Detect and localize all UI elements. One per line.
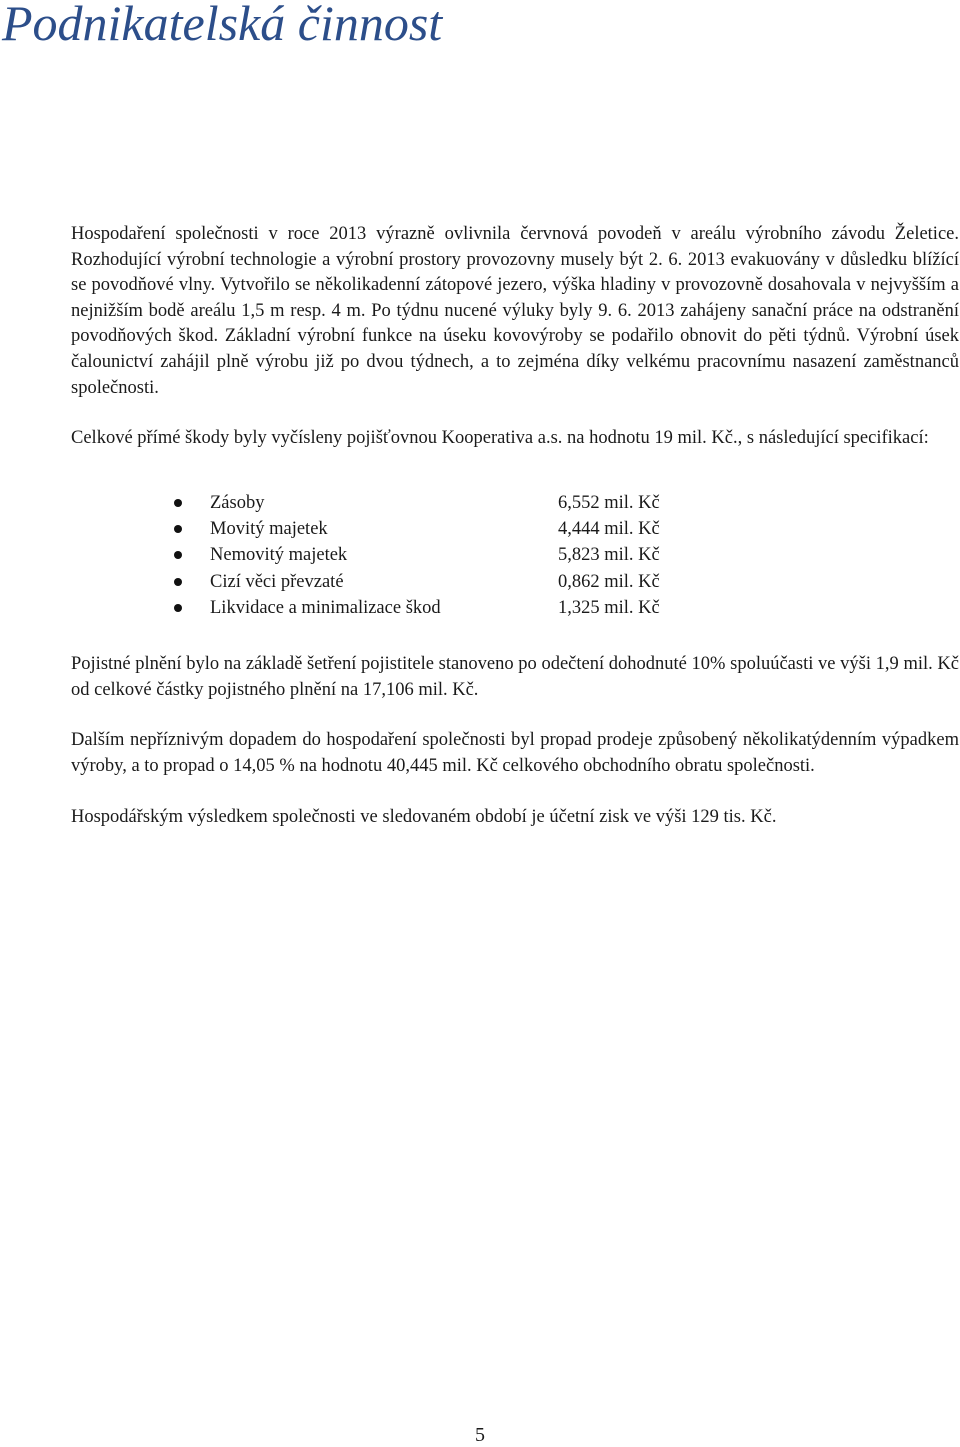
damages-list [71, 490, 959, 621]
damage-value: 1,325 mil. Kč [558, 597, 660, 618]
damage-name: Movitý majetek [210, 519, 328, 540]
damage-name: Likvidace a minimalizace škod [210, 597, 441, 618]
list-item [71, 542, 959, 568]
paragraph-flood: Hospodaření společnosti v roce 2013 výrazně ovlivnila červnová povodeň v areálu výrobního závodu Želetice. Rozhodující výrobní technologie a výrobní prostory provozovny musely být 2. 6. 2013 evakuovány v důsledku blížící se povodňové vlny. Vytvořilo se několikadenní zátopové jezero, výška hladiny v provozovně dosahovala v nejvyšším a nejnižším bodě areálu 1,5 m resp. 4 m. Po týdnu nucené výluky byly 9. 6. 2013 zahájeny sanační práce na odstranění povodňových škod. Základní výrobní funkce na úseku kovovýroby se podařilo obnovit do pěti týdnů. Výrobní úsek čalounictví zahájil plně výrobu již po dvou týdnech, a to zejména díky velkému pracovnímu nasazení zaměstnanců společnosti. [71, 224, 959, 398]
list-item [71, 595, 959, 621]
damage-name: Zásoby [210, 492, 265, 513]
damage-value: 5,823 mil. Kč [558, 545, 660, 566]
list-item [71, 516, 959, 542]
damage-value: 4,444 mil. Kč [558, 519, 660, 540]
document-body [71, 222, 959, 830]
bullet-icon [174, 604, 182, 612]
page-number: 5 [475, 1424, 485, 1446]
paragraph-sales: Dalším nepříznivým dopadem do hospodaření společnosti byl propad prodeje způsobený několikatýdenním výpadkem výroby, a to propad o 14,05 % na hodnotu 40,445 mil. Kč celkového obchodního obratu společnosti. [71, 730, 959, 777]
damage-name: Nemovitý majetek [210, 545, 348, 566]
damage-value: 0,862 mil. Kč [558, 571, 660, 592]
damage-name: Cizí věci převzaté [210, 571, 344, 592]
list-item [71, 490, 959, 516]
bullet-icon [174, 525, 182, 533]
page-title: Podnikatelská činnost [2, 0, 443, 51]
paragraph-insurance: Pojistné plnění bylo na základě šetření pojistitele stanoveno po odečtení dohodnuté 10% spoluúčasti ve výši 1,9 mil. Kč od celkové částky pojistného plnění na 17,106 mil. Kč. [71, 654, 959, 700]
damage-value: 6,552 mil. Kč [558, 492, 660, 513]
bullet-icon [174, 499, 182, 507]
paragraph-result: Hospodářským výsledkem společnosti ve sledovaném období je účetní zisk ve výši 129 tis. Kč. [71, 806, 777, 827]
bullet-icon [174, 578, 182, 586]
list-item [71, 569, 959, 595]
paragraph-damages-intro: Celkové přímé škody byly vyčísleny pojišťovnou Kooperativa a.s. na hodnotu 19 mil. Kč., s následující specifikací: [71, 428, 929, 449]
bullet-icon [174, 551, 182, 559]
